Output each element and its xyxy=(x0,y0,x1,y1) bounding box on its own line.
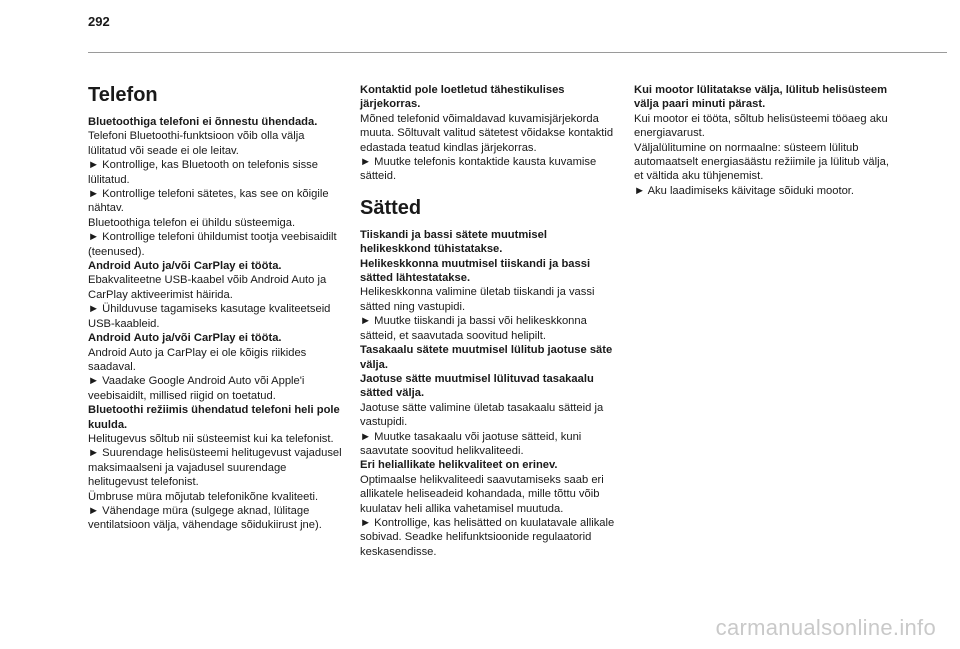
paragraph: Väljalülitumine on normaalne: süsteem lülitub automaatselt energiasäästu režiimile ja lülitub välja, et vältida aku tühjenemist. xyxy=(634,141,889,183)
column-telefon xyxy=(88,83,343,533)
paragraph: ► Kontrollige telefoni sätetes, kas see on kõigile nähtav. xyxy=(88,188,329,215)
paragraph: ► Ühilduvuse tagamiseks kasutage kvaliteetseid USB-kaableid. xyxy=(88,303,331,330)
column-middle xyxy=(360,83,615,559)
section-title-satted: Sätted xyxy=(360,196,422,219)
paragraph: ► Muutke tasakaalu või jaotuse sätteid, kuni saavutate soovitud helikvaliteedi. xyxy=(360,430,582,457)
paragraph-heading: Bluetoothiga telefoni ei õnnestu ühendada. xyxy=(88,116,318,128)
page-number: 292 xyxy=(88,14,110,29)
paragraph-heading: Jaotuse sätte muutmisel lülituvad tasakaalu sätted välja. xyxy=(360,372,594,400)
column-body xyxy=(360,228,615,559)
top-divider xyxy=(88,52,947,53)
paragraph-heading: Tasakaalu sätete muutmisel lülitub jaotuse säte välja. xyxy=(360,344,613,371)
paragraph: Mõned telefonid võimaldavad kuvamisjärjekorda muuta. Sõltuvalt valitud sätetest võidakse kontaktid edastada teatud kindlas järjekorras. xyxy=(360,112,614,154)
watermark: carmanualsonline.info xyxy=(715,615,936,640)
paragraph-heading: Android Auto ja/või CarPlay ei tööta. xyxy=(88,260,282,273)
paragraph: ► Muutke tiiskandi ja bassi või helikeskkonna sätteid, et saavutada soovitud helipilt. xyxy=(360,315,587,342)
paragraph: Bluetoothiga telefon ei ühildu süsteemiga. xyxy=(88,216,296,229)
paragraph-heading: Android Auto ja/või CarPlay ei tööta. xyxy=(88,332,282,345)
paragraph: Android Auto ja CarPlay ei ole kõigis riikides saadaval. xyxy=(88,346,307,373)
paragraph: ► Kontrollige, kas Bluetooth on telefonis sisse lülitatud. xyxy=(88,159,318,186)
paragraph: Kui mootor ei tööta, sõltub helisüsteemi tööaeg aku energiavarust. xyxy=(634,112,888,140)
column-body xyxy=(88,115,343,533)
paragraph: ► Aku laadimiseks käivitage sõiduki mootor. xyxy=(634,184,855,197)
paragraph: Jaotuse sätte valimine ületab tasakaalu sätteid ja vastupidi. xyxy=(360,401,604,429)
paragraph: ► Vaadake Google Android Auto või Apple'i veebisaidilt, millised riigid on toetatud. xyxy=(88,375,305,402)
paragraph-heading: Tiiskandi ja bassi sätete muutmisel helikeskkond tühistatakse. xyxy=(360,228,547,256)
paragraph-heading: Bluetoothi režiimis ühendatud telefoni heli pole kuulda. xyxy=(88,404,340,431)
paragraph: ► Kontrollige, kas helisätted on kuulatavale allikale sobivad. Seadke helifunktsioonide regulaatorid keskasendisse. xyxy=(360,516,615,558)
paragraph: ► Kontrollige telefoni ühildumist tootja veebisaidilt (teenused). xyxy=(88,231,337,258)
paragraph: ► Muutke telefonis kontaktide kausta kuvamise sätteid. xyxy=(360,156,597,183)
paragraph-heading: Helikeskkonna muutmisel tiiskandi ja bassi sätted lähtestatakse. xyxy=(360,257,591,285)
paragraph: Telefoni Bluetoothi-funktsioon võib olla välja lülitatud või seade ei ole leitav. xyxy=(88,130,305,157)
paragraph: Ebakvaliteetne USB-kaabel võib Android Auto ja CarPlay aktiveerimist häirida. xyxy=(88,274,327,301)
column-right xyxy=(634,83,889,198)
paragraph-heading: Eri heliallikate helikvaliteet on erinev. xyxy=(360,459,558,472)
section-title-telefon: Telefon xyxy=(88,84,158,106)
column-body xyxy=(634,83,889,198)
paragraph: Optimaalse helikvaliteedi saavutamiseks saab eri allikatele heliseadeid kohandada, mille tõttu võib kuulatav heli allika vahetamisel muutuda. xyxy=(360,473,604,515)
paragraph: Ümbruse müra mõjutab telefonikõne kvaliteeti. xyxy=(88,490,319,503)
paragraph: Helikeskkonna valimine ületab tiiskandi ja vassi sätted ning vastupidi. xyxy=(360,286,595,313)
paragraph: ► Vähendage müra (sulgege aknad, lülitage ventilatsioon välja, vähendage sõidukiirust jne). xyxy=(88,504,322,532)
column-body-top xyxy=(360,83,615,184)
paragraph: ► Suurendage helisüsteemi helitugevust vajadusel maksimaalseni ja vajadusel suurendage helitugevust telefonist. xyxy=(88,447,342,489)
paragraph: Helitugevus sõltub nii süsteemist kui ka telefonist. xyxy=(88,432,334,445)
paragraph-heading: Kui mootor lülitatakse välja, lülitub helisüsteem välja paari minuti pärast. xyxy=(634,84,888,111)
paragraph-heading: Kontaktid pole loetletud tähestikulises järjekorras. xyxy=(360,84,565,111)
